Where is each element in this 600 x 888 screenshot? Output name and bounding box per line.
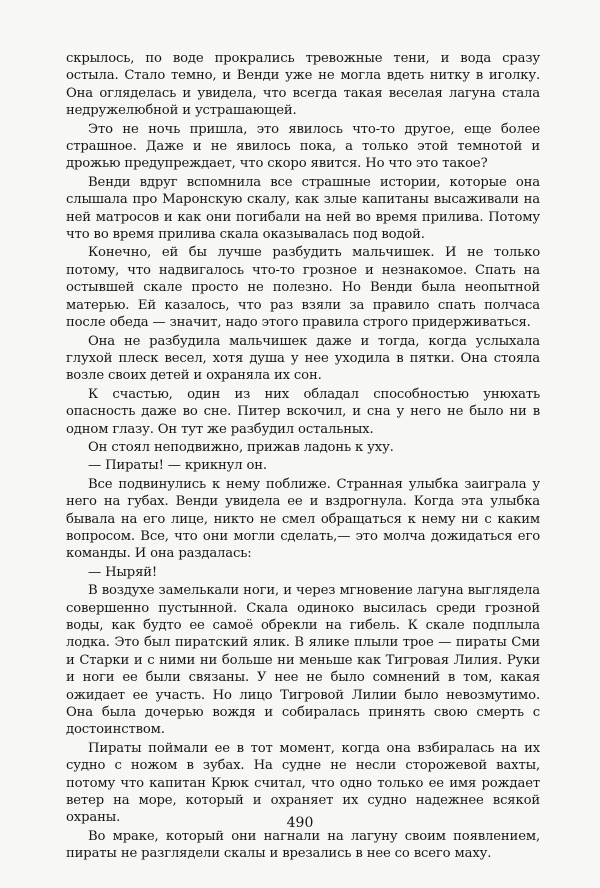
paragraph: Он стоял неподвижно, прижав ладонь к уху.: [88, 439, 394, 455]
paragraph: скрылось, по воде прокрались тревожные тени, и вода сразу остыла. Стало темно, и Венди уже не могла вдеть нитку в иголку. Она огляделась и увидела, что всегда такая веселая лагуна стала недружелюбной и устрашающей.: [66, 51, 540, 119]
paragraph: Венди вдруг вспомнила все страшные истории, которые она слышала про Маронскую скалу, как злые капитаны высаживали на ней матросов и как они погибали на ней во время прилива. Потому что во время прилива скала оказывалась под водой.: [66, 174, 540, 243]
paragraph: Во мраке, который они нагнали на лагуну своим появлением, пираты не разглядели скалы и врезались в нее со всего маху.: [66, 828, 540, 862]
paragraph: — Ныряй!: [88, 564, 158, 580]
page-number: 490: [286, 815, 314, 831]
paragraph: — Пираты! — крикнул он.: [88, 458, 267, 474]
body-text: [66, 50, 540, 863]
paragraph: Пираты поймали ее в тот момент, когда она взбиралась на их судно с ножом в зубах. На судне не несли сторожевой вахты, потому что капитан Крюк считал, что одно только ее имя рождает ветер на море, который и охраняет их судно надежнее всякой охраны.: [66, 740, 540, 826]
paragraph: К счастью, один из них обладал способностью унюхать опасность даже во сне. Питер вскочил, и сна у него не было ни в одном глазу. Он тут же разбудил остальных.: [66, 386, 540, 437]
paragraph: Это не ночь пришла, это явилось что-то другое, еще более страшное. Даже и не явилось пока, а только этой темнотой и дрожью предупреждает, что скоро явится. Но что это такое?: [66, 121, 540, 172]
paragraph: Конечно, ей бы лучше разбудить мальчишек. И не только потому, что надвигалось что-то грозное и незнакомое. Спать на остывшей скале просто не полезно. Но Венди была неопытной матерью. Ей казалось, что раз взяли за правило спать полчаса после обеда — значит, надо этого правила строго придерживаться.: [66, 245, 540, 331]
paragraph: Все подвинулись к нему поближе. Странная улыбка заиграла у него на губах. Венди увидела ее и вздрогнула. Когда эта улыбка бывала на его лице, никто не смел обращаться к нему ни с каким вопросом. Все, что они могли сделать,— это молча дожидаться его команды. И она раздалась:: [66, 476, 540, 562]
paragraph: В воздухе замелькали ноги, и через мгновение лагуна выглядела совершенно пустынной. Скала одиноко высилась среди грозной воды, как будто ее самоё обрекли на гибель. К скале подплыла лодка. Это был пиратский ялик. В ялике плыли трое — пираты Сми и Старки и с ними ни больше ни меньше как Тигровая Лилия. Руки и ноги ее были связаны. У нее не было сомнений в том, какая ожидает ее участь. Но лицо Тигровой Лилии было невозмутимо. Она была дочерью вождя и собиралась принять свою смерть с достоинством.: [66, 583, 540, 738]
paragraph: Она не разбудила мальчишек даже и тогда, когда услыхала глухой плеск весел, хотя душа у нее уходила в пятки. Она стояла возле своих детей и охраняла их сон.: [66, 333, 540, 384]
